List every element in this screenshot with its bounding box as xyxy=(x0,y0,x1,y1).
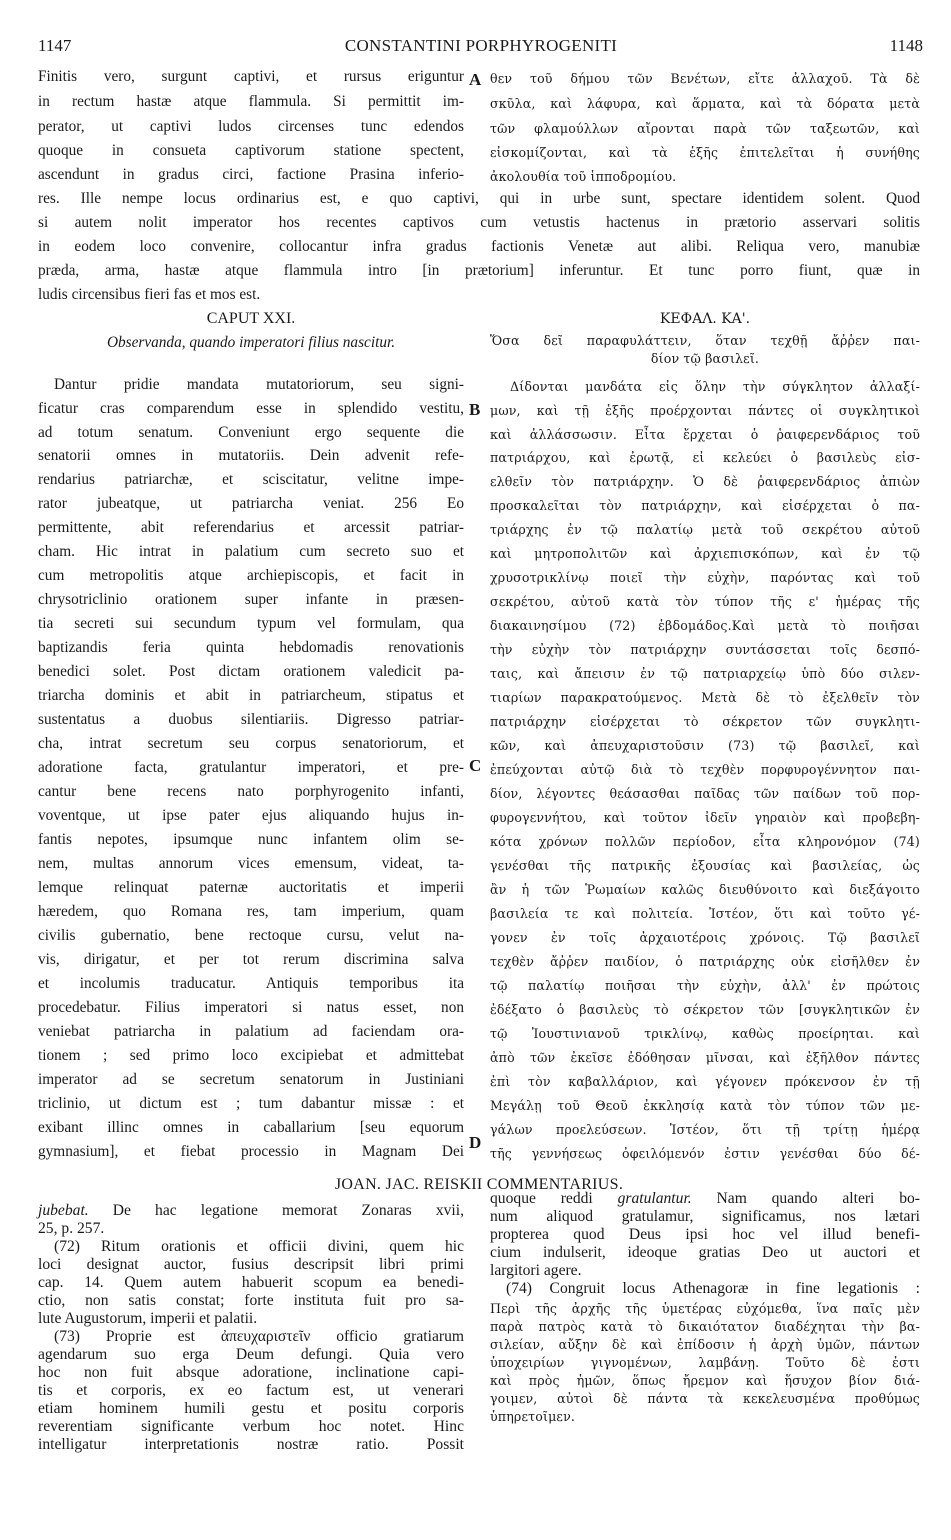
text-line: quoque in consueta captivorum statione spectent, xyxy=(38,142,464,159)
text-line: βασιλεία τε καὶ πολιτεία. Ἰστέον, ὅτι καὶ τοῦτο γέ- xyxy=(490,906,920,921)
text-line: ὑπηρετοῖμεν. xyxy=(490,1409,576,1424)
text-line: τὴν εὐχὴν τὸν πατριάρχην συντάσσεται τοῖς δεσπό- xyxy=(490,642,920,657)
text-line: nem, multas annorum vices emensum, videat, ta- xyxy=(38,855,464,872)
text-line: exibant illinc omnes in caballarium [seu equorum xyxy=(38,1119,464,1136)
text-line: σεκρέτου, αὐτοῦ κατὰ τὸν τύπον τῆς ε' ἡμέρας τῆς xyxy=(490,594,920,609)
text-line: ascendunt in gradus circi, factione Prasina inferio- xyxy=(38,166,464,183)
text-line: reverentiam significante verbum hoc notet. Hinc xyxy=(38,1418,464,1435)
text-line: cum metropolitis atque archiepiscopis, et facit in xyxy=(38,567,464,584)
text-line: ficatur cras comparendum esse in splendido vestitu, xyxy=(38,400,464,417)
chapter-heading-greek: ΚΕΦΑΛ. ΚΑ'. xyxy=(659,311,751,327)
text-line: adoratione facta, gratulantur imperatori, et pre- xyxy=(38,759,464,776)
text-line: loci designat auctor, fusius descripsit libri primi xyxy=(38,1256,464,1273)
text-line xyxy=(490,1190,920,1208)
text-line: σκῦλα, καὶ λάφυρα, καὶ ἅρματα, καὶ τὰ δόρατα μετὰ xyxy=(490,96,920,111)
text-line xyxy=(38,1202,464,1220)
text-line: intelligatur interpretationis nostræ ratio. Possit xyxy=(38,1436,464,1453)
text-line: hæredem, quo Romana res, tam imperium, quam xyxy=(38,903,464,920)
text-line: μων, καὶ τῇ ἑξῆς προέρχονται πάντες οἱ συγκλητικοὶ xyxy=(490,403,920,418)
text-line: civilis gubernatio, bene rectoque cursu, velut na- xyxy=(38,927,464,944)
text-line: vis, dirigatur, et per tot rerum discrimina salva xyxy=(38,951,464,968)
text-line: etiam hominem humili gestu et positu corporis xyxy=(38,1400,464,1417)
text-line: et incolumis traducatur. Antiquis temporibus ita xyxy=(38,975,464,992)
text-line: benedici solet. Post dictam orationem valedicit pa- xyxy=(38,663,464,680)
text-line: triclinio, ut dictum est ; tum dabantur missæ : et xyxy=(38,1095,464,1112)
text-line: chrysotriclinio orationem super infante in præsen- xyxy=(38,591,464,608)
text-line: senatorii omnes in mutatoriis. Dein advenit refe- xyxy=(38,447,464,464)
text-line: ὑποχειρίων γιγνομένων, λαμβάνῃ. Τοῦτο δὲ ἐστι xyxy=(490,1355,920,1370)
text-line: voventque, ut ipse pater ejus aliquando hujus in- xyxy=(38,807,464,824)
margin-letter-a: A xyxy=(469,70,482,89)
text-line: imperator ad se secretum senatorum in Justiniani xyxy=(38,1071,464,1088)
text-line: Finitis vero, surgunt captivi, et rursus eriguntur xyxy=(38,68,464,85)
text-line: tis et corporis, ex eo factum est, ut venerari xyxy=(38,1382,464,1399)
text-line: καὶ ἀλλάσσωσιν. Εἶτα ἔρχεται ὁ ῥαιφερενδάριος τοῦ xyxy=(490,427,920,442)
text-line: baptizandis feria quinta hebdomadis renovationis xyxy=(38,639,464,656)
text-span: quoque reddi xyxy=(490,1190,618,1207)
text-line: cantur bene recens nato porphyrogenito infanti, xyxy=(38,783,464,800)
text-line: (73) Proprie est ἀπευχαριστεῖν officio gratiarum xyxy=(54,1328,464,1345)
text-line: διακαινησίμου (72) ἑβδομάδος.Καὶ μετὰ τὸ ποιῆσαι xyxy=(490,618,920,633)
text-line: num aliquod gratulamur, significamus, nos lætari xyxy=(490,1208,920,1225)
text-line: si autem nolit imperator hos recentes captivos cum vetustis hactenus in prætorio asservari solitis xyxy=(38,214,920,231)
text-line: gymnasium], et fiebat processio in Magnam Dei xyxy=(38,1143,464,1160)
text-line: καὶ μητροπολιτῶν καὶ ἀρχιεπισκόπων, καὶ ἐν τῷ xyxy=(490,546,920,561)
text-line: lemque relinquat paternæ auctoritatis et imperii xyxy=(38,879,464,896)
text-line: (74) Congruit locus Athenagoræ in fine legationis : xyxy=(506,1280,920,1297)
text-line: φυρογεννήτου, καὶ τοῦτον ἰδεῖν γηραιὸν καὶ προβεβη- xyxy=(490,810,920,825)
text-line: ἐδέξατο ὁ βασιλεὺς τὸ σέκρετον τῶν [συγκλητικῶν ἐν xyxy=(490,1002,920,1017)
text-line: προσκαλεῖται τὸν πατριάρχην, καὶ εἰσέρχεται ὁ πα- xyxy=(490,498,920,513)
text-line: γενέσθαι τῆς πατρικῆς ἐξουσίας καὶ βασιλείας, ὡς xyxy=(490,858,920,873)
chapter-subtitle-greek: δίον τῷ βασιλεῖ. xyxy=(650,351,760,366)
text-line: agendarum suo erga Deum defungi. Quia vero xyxy=(38,1346,464,1363)
text-line: sustentatus a duobus silentiariis. Digresso patriar- xyxy=(38,711,464,728)
text-line: εἰσκομίζονται, καὶ τὰ ἑξῆς ἐπιτελεῖται ἡ συνήθης xyxy=(490,145,920,160)
text-line: ἀκολουθία τοῦ ἱπποδρομίου. xyxy=(490,169,677,184)
text-line: κότα χρόνων πολλῶν περίοδον, εἶτα κληρονόμον (74) xyxy=(490,834,920,849)
margin-letter-b: B xyxy=(469,400,481,419)
text-line: 25, p. 257. xyxy=(38,1220,105,1237)
text-span: Nam quando alteri bo- xyxy=(691,1190,920,1207)
chapter-subtitle-latin: Observanda, quando imperatori filius nascitur. xyxy=(106,334,396,351)
text-line: veniebat patriarcha in palatium ad faciendam ora- xyxy=(38,1023,464,1040)
text-line: ταις, καὶ ἄπεισιν ἐν τῷ πατριαρχείῳ ὑπὸ δύο σιλεν- xyxy=(490,666,920,681)
text-line: τριάρχης ἐν τῷ παλατίῳ μετὰ τοῦ σεκρέτου αὐτοῦ xyxy=(490,522,920,537)
margin-letter-c: C xyxy=(469,756,482,775)
text-line: ludis circensibus fieri fas et mos est. xyxy=(38,286,261,303)
chapter-heading-latin: CAPUT XXI. xyxy=(206,310,296,327)
text-line: πατριάρχου, καὶ ἐρωτᾷ, εἰ κελεύει ὁ βασιλεὺς εἰσ- xyxy=(490,450,920,465)
running-title: CONSTANTINI PORPHYROGENITI xyxy=(344,36,618,55)
text-line: triarcha dominis et abit in patriarcheum, stipatus et xyxy=(38,687,464,704)
text-line: ctio, non satis constat; forte instituta fuit pro sa- xyxy=(38,1292,464,1309)
text-line: propterea quod Deus ipsi hoc vel illud benefi- xyxy=(490,1226,920,1243)
text-line: perator, ut captivi ludos circenses tunc edendos xyxy=(38,118,464,135)
text-line: rendarius patriarchæ, et sciscitatur, velitne impe- xyxy=(38,471,464,488)
italic-lemma: gratulantur. xyxy=(617,1190,692,1207)
text-line: δίον, λέγοντες θεάσασθαι παῖδας τῶν παίδων τοῦ πορ- xyxy=(490,786,920,801)
italic-lemma: jubebat. xyxy=(38,1202,89,1219)
text-line: permittente, abit referendarius et arcessit patriar- xyxy=(38,519,464,536)
text-line: τῆς γεννήσεως ὀφειλόμενόν ἐστιν γενέσθαι δύο δέ- xyxy=(490,1146,920,1161)
text-line: cha, intrat secretum seu corpus senatoriorum, et xyxy=(38,735,464,752)
text-line: γονεν ἐν τοῖς ἀρχαιοτέροις χρόνοις. Τῷ βασιλεῖ xyxy=(490,930,920,945)
text-line: procedebatur. Filius imperatori si natus esset, non xyxy=(38,999,464,1016)
text-line: παρὰ πατρὸς κατὰ τὸ δικαιότατον διαδέχηται τὴν βα- xyxy=(490,1319,920,1334)
text-line: Dantur pridie mandata mutatoriorum, seu signi- xyxy=(54,376,464,393)
page-number-right: 1148 xyxy=(889,36,923,55)
text-line: ἂν ἡ τῶν Ῥωμαίων καλῶς διευθύνοιτο καὶ διεξάγοιτο xyxy=(490,882,920,897)
text-line: ἐπεύχονται αὐτῷ διὰ τὸ τεχθὲν πορφυρογέννητον παι- xyxy=(490,762,920,777)
text-line: τῷ Ἰουστινιανοῦ τρικλίνῳ, καθὼς προείρηται. καὶ xyxy=(490,1026,920,1041)
text-line: Δίδονται μανδάτα εἰς ὅλην τὴν σύγκλητον ἀλλαξί- xyxy=(510,379,920,394)
text-line: γάλων προελεύσεων. Ἰστέον, ὅτι τῇ τρίτῃ ἡμέρᾳ xyxy=(490,1122,920,1137)
margin-letter-d: D xyxy=(469,1133,482,1152)
page-number-left: 1147 xyxy=(38,36,72,55)
text-line: in rectum hastæ atque flammula. Si permittit im- xyxy=(38,93,464,110)
text-line: καὶ πρὸς ἡμῶν, ὅπως ἤρεμον καὶ ἥσυχον βίον διά- xyxy=(490,1373,920,1388)
text-line: præda, arma, hastæ atque flammula intro [in prætorium] inferuntur. Et tunc porro fiunt, quæ in xyxy=(38,262,920,279)
text-line: ad totum senatum. Conveniunt ergo sequente die xyxy=(38,424,464,441)
text-line: Περὶ τῆς ἀρχῆς τῆς ὑμετέρας εὐχόμεθα, ἵνα παῖς μὲν xyxy=(490,1301,920,1316)
text-line: τιαρίων παρακρατούμενος. Μετὰ δὲ τὸ ἐξελθεῖν τὸν xyxy=(490,690,920,705)
text-line: θεν τοῦ δήμου τῶν Βενέτων, εἴτε ἀλλαχοῦ. Τὰ δὲ xyxy=(490,71,920,86)
text-line: πατριάρχην εἰσέρχεται τὸ σέκρετον τῶν συγκλητι- xyxy=(490,714,920,729)
text-line: hoc non fuit absque adoratione, inclinatione capi- xyxy=(38,1364,464,1381)
text-line: τεχθὲν ἄῤῥεν παιδίον, ὁ πατριάρχης οὐκ εἰσῆλθεν ἐν xyxy=(490,954,920,969)
text-line: κῶν, καὶ ἀπευχαριστοῦσιν (73) τῷ βασιλεῖ, καὶ xyxy=(490,738,920,753)
text-line: ἐπὶ τὸν καβαλλάριον, καὶ γέγονεν πρόκενσον ἐν τῇ xyxy=(490,1074,920,1089)
text-line: in eodem loco convenire, collocantur infra gradus factionis Venetæ aut alibi. Reliqua vero, manubiæ xyxy=(38,238,920,255)
text-line: σιλείαν, αὔξην δὲ καὶ ἐπίδοσιν ἡ ἀρχὴ ὑμῶν, πάντων xyxy=(490,1337,920,1352)
text-line: cham. Hic intrat in palatium cum secreto suo et xyxy=(38,543,464,560)
text-line: τῶν φλαμούλλων αἴρονται παρὰ τῶν ταξεωτῶν, καὶ xyxy=(490,121,920,136)
text-line: χρυσοτρικλίνῳ ποιεῖ τὴν εὐχὴν, παρόντας καὶ τοῦ xyxy=(490,570,920,585)
text-line: ελθεῖν τὸν πατριάρχην. Ὁ δὲ ῥαιφερενδάριος ἀπιὼν xyxy=(490,474,920,489)
text-line: (72) Ritum orationis et officii divini, quem hic xyxy=(54,1238,464,1255)
text-span: De hac legatione memorat Zonaras xvii, xyxy=(88,1202,464,1219)
text-line: rator jubeatque, ut patriarcha veniat. 256 Eo xyxy=(38,495,464,512)
text-line: τῷ παλατίῳ ποιῆσαι τὴν εὐχὴν, ἀλλ' ἐν πρώτοις xyxy=(490,978,920,993)
text-line: ἀπὸ τῶν ἐκεῖσε ἐδόθησαν μῖνσαι, καὶ ἐξῆλθον πάντες xyxy=(490,1050,920,1065)
text-line: res. Ille nempe locus ordinarius est, e quo captivi, qui in urbe sunt, spectare identidem solent. Quod xyxy=(38,190,920,207)
text-line: cap. 14. Quem autem habuerit scopum ea benedi- xyxy=(38,1274,464,1291)
text-line: lute Augustorum, imperii et palatii. xyxy=(38,1310,258,1327)
text-line: tionem ; sed primo loco excipiebat et admittebat xyxy=(38,1047,464,1064)
text-line: largitori agere. xyxy=(490,1262,582,1279)
text-line: γοιμεν, αὐτοὶ δὲ πάντα τὰ κεκελευσμένα προθύμως xyxy=(490,1391,920,1406)
text-line: fantis nepotes, ipsumque nunc infantem olim se- xyxy=(38,831,464,848)
text-line: tia secreti sui secundum typum vel formulam, qua xyxy=(38,615,464,632)
chapter-subtitle-greek: Ὅσα δεῖ παραφυλάττειν, ὅταν τεχθῇ ἄῤῥεν παι- xyxy=(490,333,920,348)
commentary-heading: JOAN. JAC. REISKII COMMENTARIUS. xyxy=(334,1176,624,1193)
text-line: cium indulserit, ideoque gratias Deo ut auctori et xyxy=(490,1244,920,1261)
text-line: Μεγάλῃ τοῦ Θεοῦ ἐκκλησίᾳ κατὰ τὸν τύπον τῶν με- xyxy=(490,1098,920,1113)
